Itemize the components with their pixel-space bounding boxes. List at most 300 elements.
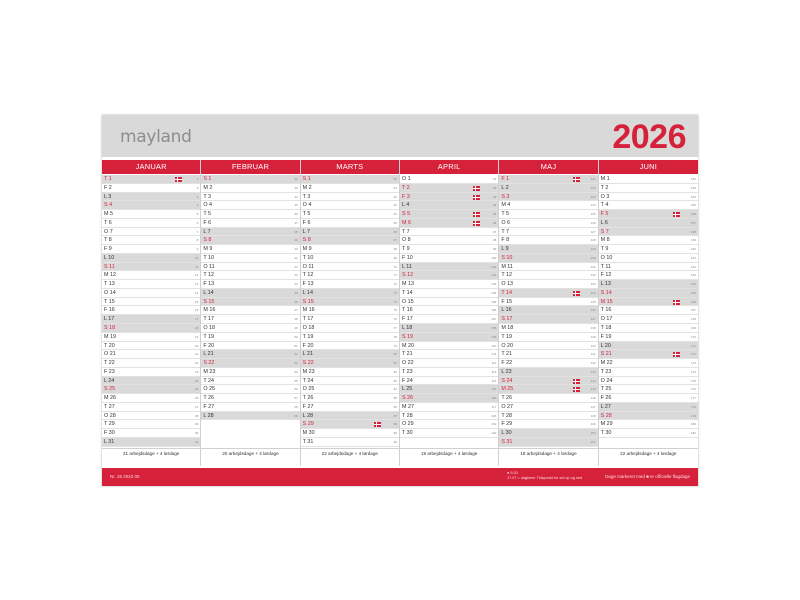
day-row	[400, 280, 498, 289]
day-row	[301, 368, 399, 377]
day-number: T 24	[302, 377, 314, 384]
day-row	[400, 175, 498, 184]
day-number: T 24	[203, 377, 215, 384]
day-row	[201, 359, 299, 368]
legend-sun-line1: ● 9.20	[507, 471, 518, 475]
day-of-year: 111	[491, 352, 497, 357]
day-row	[400, 429, 498, 438]
day-row	[599, 263, 698, 272]
day-number: F 1	[501, 176, 510, 182]
day-row	[599, 184, 698, 193]
product-code: Nr. 26 2022 00	[110, 474, 140, 479]
day-row	[400, 359, 498, 368]
day-number: L 20	[600, 342, 611, 349]
day-row	[102, 219, 200, 228]
day-of-year: 82	[393, 369, 397, 374]
day-of-year: 169	[690, 326, 696, 331]
day-row	[102, 342, 200, 351]
day-of-year: 47	[294, 308, 298, 313]
flag-icon	[473, 195, 480, 200]
day-number: F 10	[401, 254, 413, 261]
day-of-year: 84	[393, 387, 397, 392]
day-row	[102, 403, 200, 412]
day-row	[400, 298, 498, 307]
day-number: T 19	[203, 333, 215, 340]
day-number: F 27	[302, 403, 314, 410]
day-row	[201, 175, 299, 184]
day-row	[102, 210, 200, 219]
day-number: M 27	[401, 403, 414, 410]
day-row	[301, 245, 399, 254]
day-number: L 17	[104, 316, 115, 323]
day-row	[499, 377, 597, 386]
day-row	[599, 377, 698, 386]
month-workdays: 22 arbejdsdage + 4 lørdage	[599, 448, 698, 459]
day-of-year: 103	[491, 282, 497, 287]
day-number: L 9	[501, 246, 509, 253]
day-number: M 30	[302, 430, 315, 437]
day-of-year: 159	[690, 238, 696, 243]
day-row	[102, 175, 200, 184]
flag-icon	[573, 291, 580, 296]
day-of-year: 181	[690, 431, 696, 436]
day-number: S 17	[501, 316, 513, 323]
day-number: M 25	[501, 386, 514, 393]
day-number: M 6	[401, 219, 411, 226]
day-number: T 2	[401, 184, 410, 191]
day-row	[400, 385, 498, 394]
day-of-year: 69	[393, 255, 397, 260]
day-of-year: 96	[492, 220, 497, 225]
month-title: APRIL	[400, 160, 498, 174]
day-number: M 1	[600, 176, 610, 182]
day-row	[201, 289, 299, 298]
day-number: S 18	[104, 325, 116, 332]
day-number: S 24	[501, 377, 513, 384]
day-number: T 23	[600, 368, 612, 375]
day-row	[201, 342, 299, 351]
day-row	[499, 306, 597, 315]
day-number: T 28	[401, 412, 413, 419]
day-number: S 3	[501, 193, 510, 200]
day-of-year: 56	[294, 387, 298, 392]
day-of-year: 65	[393, 220, 397, 225]
day-number: O 11	[203, 263, 215, 270]
day-number: S 14	[600, 289, 612, 296]
day-of-year: 138	[590, 326, 596, 331]
day-of-year: 108	[491, 326, 497, 331]
day-number: L 28	[302, 412, 313, 419]
day-of-year: 98	[492, 238, 497, 243]
day-of-year: 135	[590, 299, 596, 304]
day-row	[102, 429, 200, 438]
day-number: S 10	[501, 254, 513, 261]
day-of-year: 112	[491, 361, 497, 366]
day-of-year: 53	[294, 361, 298, 366]
day-of-year: 155	[690, 203, 696, 208]
day-of-year: 87	[393, 413, 397, 418]
day-number: M 19	[104, 333, 116, 340]
day-row	[102, 271, 200, 280]
day-number: O 18	[203, 325, 216, 332]
day-of-year: 151	[590, 439, 596, 444]
day-number: M 18	[501, 325, 514, 332]
flag-icon	[573, 379, 580, 384]
day-row	[599, 333, 698, 342]
day-of-year: 166	[690, 299, 696, 304]
day-number: L 3	[104, 193, 112, 200]
day-of-year: 62	[393, 194, 397, 199]
day-number: F 13	[302, 281, 314, 288]
day-number: O 28	[104, 412, 116, 419]
day-row	[301, 175, 399, 184]
day-row	[499, 193, 597, 202]
day-number: M 2	[203, 184, 213, 191]
day-row	[400, 412, 498, 421]
day-row	[499, 412, 597, 421]
day-number: M 29	[600, 421, 613, 428]
day-row	[201, 210, 299, 219]
day-of-year: 33	[294, 185, 298, 190]
day-row	[400, 254, 498, 263]
day-row	[499, 245, 597, 254]
day-of-year: 118	[491, 413, 497, 418]
day-number: L 31	[104, 438, 115, 445]
day-row	[102, 228, 200, 237]
day-of-year: 149	[590, 422, 596, 427]
day-number: F 6	[203, 219, 212, 226]
day-of-year: 55	[294, 378, 298, 383]
day-row	[499, 403, 597, 412]
day-list	[599, 175, 698, 447]
day-row	[201, 403, 299, 412]
day-number: T 10	[302, 254, 314, 261]
day-number: M 20	[401, 342, 414, 349]
day-of-year: 44	[294, 282, 298, 287]
day-number: F 16	[104, 307, 115, 314]
day-of-year: 117	[491, 404, 497, 409]
day-row	[201, 394, 299, 403]
day-of-year: 89	[393, 431, 397, 436]
day-row	[102, 193, 200, 202]
day-of-year: 59	[294, 413, 298, 418]
day-row	[301, 350, 399, 359]
day-row	[102, 245, 200, 254]
day-row	[102, 438, 200, 447]
day-number: T 20	[104, 342, 115, 349]
day-row	[400, 342, 498, 351]
day-of-year: 148	[590, 413, 596, 418]
day-row	[599, 306, 698, 315]
day-number: F 27	[203, 403, 215, 410]
day-of-year: 60	[393, 177, 397, 181]
day-row	[400, 333, 498, 342]
day-of-year: 139	[590, 334, 596, 339]
months-grid	[102, 160, 698, 466]
day-of-year: 68	[393, 247, 397, 252]
day-of-year: 5	[196, 212, 199, 217]
day-of-year: 24	[194, 378, 199, 383]
month-workdays: 20 arbejdsdage + 4 lørdage	[201, 448, 299, 459]
day-number: T 25	[600, 386, 612, 393]
day-row	[201, 263, 299, 272]
day-row	[499, 263, 597, 272]
day-of-year: 107	[491, 317, 497, 322]
day-number: L 11	[401, 263, 412, 270]
day-of-year: 79	[393, 343, 397, 348]
day-of-year: 114	[491, 378, 497, 383]
day-row	[301, 271, 399, 280]
day-row	[499, 210, 597, 219]
day-number: L 16	[501, 307, 512, 314]
day-of-year: 102	[491, 273, 497, 278]
day-row	[301, 280, 399, 289]
day-of-year: 21	[194, 352, 199, 357]
day-number: F 3	[401, 193, 410, 200]
day-number: O 7	[104, 228, 113, 235]
day-row	[400, 368, 498, 377]
day-of-year: 30	[194, 431, 199, 436]
day-row	[599, 359, 698, 368]
day-of-year: 2	[196, 185, 199, 190]
day-row	[301, 254, 399, 263]
day-of-year: 50	[294, 334, 298, 339]
day-row	[301, 228, 399, 237]
day-of-year: 115	[491, 387, 497, 392]
day-number: S 19	[401, 333, 414, 340]
day-of-year: 41	[294, 255, 298, 260]
day-row	[400, 377, 498, 386]
day-of-year: 34	[294, 194, 298, 199]
day-of-year: 70	[393, 264, 397, 269]
day-row	[102, 289, 200, 298]
day-of-year: 64	[393, 212, 397, 217]
day-row	[301, 315, 399, 324]
day-of-year: 12	[194, 273, 199, 278]
day-of-year: 10	[194, 255, 199, 260]
day-row	[301, 184, 399, 193]
day-row	[301, 263, 399, 272]
day-number: O 4	[203, 202, 213, 209]
day-of-year: 147	[590, 404, 596, 409]
day-of-year: 99	[492, 247, 497, 252]
day-number: L 13	[600, 281, 611, 288]
day-of-year: 165	[690, 290, 696, 295]
day-row	[599, 289, 698, 298]
day-row	[301, 359, 399, 368]
day-row	[499, 271, 597, 280]
day-number: T 13	[104, 281, 115, 288]
day-row	[102, 412, 200, 421]
day-number: S 22	[203, 360, 215, 367]
day-of-year: 145	[590, 387, 596, 392]
day-of-year: 80	[393, 352, 397, 357]
day-number: T 11	[600, 263, 611, 270]
day-number: M 9	[302, 246, 312, 253]
day-number: O 25	[302, 386, 315, 393]
day-number: O 8	[401, 237, 411, 244]
day-row	[599, 201, 698, 210]
day-of-year: 38	[294, 229, 298, 234]
day-of-year: 91	[492, 177, 497, 181]
day-row	[201, 201, 299, 210]
day-of-year: 17	[194, 317, 199, 322]
day-number: F 23	[104, 368, 115, 375]
day-of-year: 31	[194, 439, 199, 444]
day-row	[201, 236, 299, 245]
day-number: T 16	[401, 307, 413, 314]
day-row	[599, 175, 698, 184]
day-of-year: 46	[294, 299, 298, 304]
month-workdays: 18 arbejdsdage + 4 lørdage	[499, 448, 597, 459]
day-of-year: 146	[590, 396, 596, 401]
day-of-year: 37	[294, 220, 298, 225]
day-of-year: 134	[590, 290, 596, 295]
day-number: M 2	[302, 184, 312, 191]
day-row	[301, 377, 399, 386]
day-list	[301, 175, 399, 447]
day-row	[400, 184, 498, 193]
day-row	[102, 359, 200, 368]
day-row	[499, 385, 597, 394]
day-number: L 2	[501, 184, 509, 191]
day-row	[301, 193, 399, 202]
day-row	[301, 438, 399, 447]
day-of-year: 29	[194, 422, 199, 427]
day-row	[400, 228, 498, 237]
day-row	[102, 368, 200, 377]
day-row	[301, 324, 399, 333]
day-number: O 10	[600, 254, 613, 261]
day-of-year: 97	[492, 229, 497, 234]
day-number: F 2	[104, 184, 112, 191]
month-title: FEBRUAR	[201, 160, 299, 174]
day-number: S 11	[104, 263, 115, 270]
day-row	[599, 236, 698, 245]
day-row	[201, 271, 299, 280]
day-number: M 23	[203, 368, 216, 375]
day-of-year: 61	[393, 185, 397, 190]
day-of-year: 158	[690, 229, 696, 234]
day-of-year: 109	[491, 334, 497, 339]
legend-sun-times	[507, 471, 582, 481]
day-of-year: 39	[294, 238, 298, 243]
day-number: T 30	[401, 430, 413, 437]
day-number: S 7	[600, 228, 609, 235]
day-row	[201, 193, 299, 202]
day-number: T 30	[600, 430, 612, 437]
day-of-year: 92	[492, 185, 497, 190]
day-of-year: 162	[690, 264, 696, 269]
day-row	[599, 420, 698, 429]
day-number: T 6	[104, 219, 112, 226]
day-number: F 19	[600, 333, 612, 340]
day-number: O 24	[600, 377, 613, 384]
day-row	[301, 429, 399, 438]
day-number: O 25	[203, 386, 216, 393]
day-number: O 1	[401, 176, 411, 182]
day-number: M 15	[600, 298, 613, 305]
day-row	[599, 271, 698, 280]
day-number: F 30	[104, 430, 115, 437]
month-januar	[102, 160, 201, 466]
day-row	[201, 377, 299, 386]
day-of-year: 36	[294, 212, 298, 217]
day-number: O 20	[501, 342, 513, 349]
day-number: O 27	[501, 403, 513, 410]
day-of-year: 23	[194, 369, 199, 374]
calendar-header	[102, 115, 698, 157]
day-row	[201, 368, 299, 377]
day-row	[499, 254, 597, 263]
day-number: T 3	[302, 193, 311, 200]
day-row	[499, 333, 597, 342]
day-row	[400, 289, 498, 298]
day-row	[599, 342, 698, 351]
month-title: MARTS	[301, 160, 399, 174]
day-number: T 14	[401, 289, 413, 296]
day-number: S 31	[501, 438, 513, 445]
day-row	[201, 254, 299, 263]
day-number: T 7	[501, 228, 510, 235]
day-of-year: 51	[294, 343, 298, 348]
day-number: T 21	[501, 351, 513, 358]
day-number: M 16	[302, 307, 315, 314]
day-row	[301, 201, 399, 210]
day-of-year: 72	[393, 282, 397, 287]
day-number: L 7	[302, 228, 310, 235]
day-of-year: 178	[690, 404, 696, 409]
day-number: S 25	[104, 386, 116, 393]
day-number: L 10	[104, 254, 115, 261]
day-of-year: 83	[393, 378, 397, 383]
day-of-year: 76	[393, 317, 397, 322]
day-number: T 5	[203, 211, 212, 218]
day-of-year: 124	[590, 203, 596, 208]
day-row	[201, 184, 299, 193]
day-number: L 23	[501, 368, 512, 375]
day-of-year: 28	[194, 413, 199, 418]
day-row	[499, 438, 597, 447]
day-of-year: 176	[690, 387, 696, 392]
day-number: S 26	[401, 395, 414, 402]
day-of-year: 179	[690, 413, 696, 418]
day-row	[499, 394, 597, 403]
day-row	[599, 368, 698, 377]
day-of-year: 105	[491, 299, 497, 304]
day-number: T 3	[203, 193, 212, 200]
day-row	[301, 403, 399, 412]
day-number: L 7	[203, 228, 211, 235]
day-row	[499, 201, 597, 210]
day-of-year: 174	[690, 369, 696, 374]
day-of-year: 77	[393, 326, 397, 331]
day-number: T 15	[104, 298, 115, 305]
day-of-year: 142	[590, 361, 596, 366]
day-of-year: 141	[590, 352, 596, 357]
day-number: T 26	[203, 395, 215, 402]
day-number: M 26	[104, 395, 116, 402]
day-row	[499, 368, 597, 377]
day-number: M 16	[203, 307, 216, 314]
day-number: F 26	[600, 395, 612, 402]
day-row	[400, 236, 498, 245]
day-of-year: 101	[491, 264, 497, 269]
day-number: T 27	[104, 403, 115, 410]
day-number: M 9	[203, 246, 213, 253]
flag-icon	[473, 221, 480, 226]
day-of-year: 43	[294, 273, 298, 278]
